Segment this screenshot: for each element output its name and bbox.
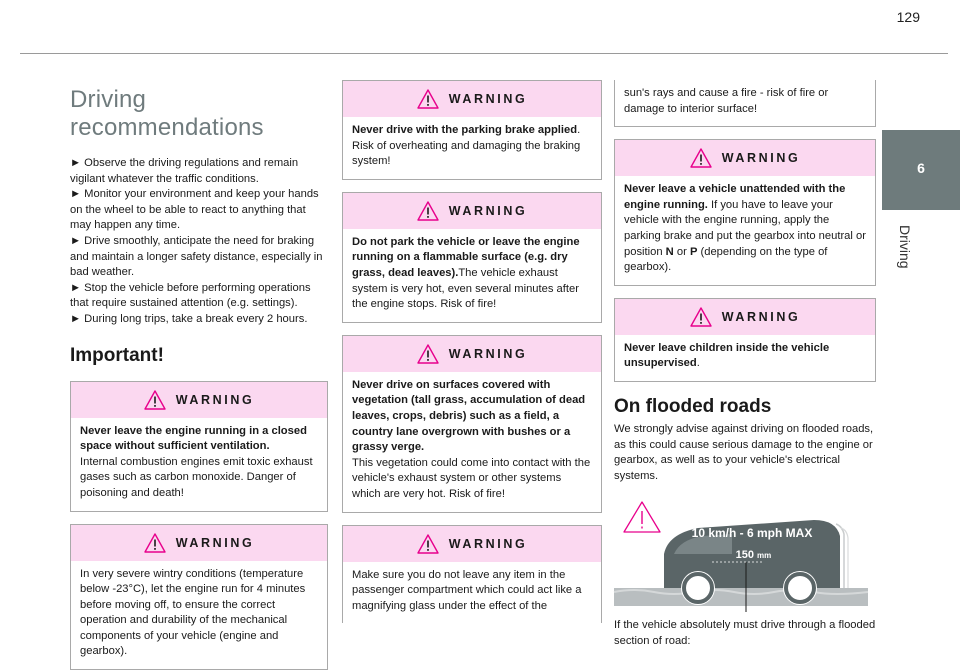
warning-triangle-icon xyxy=(690,148,712,168)
warning-title: WARNING xyxy=(176,536,255,550)
flood-text-2: If the vehicle absolutely must drive through a flooded section of road: xyxy=(614,618,876,649)
flooded-road-illustration xyxy=(614,492,868,612)
warning-text: If you have to leave your vehicle with the engine running, apply the parking brake and put the gearbox into neutral or position xyxy=(624,199,866,258)
warning-box xyxy=(342,80,602,180)
flood-heading: On flooded roads xyxy=(614,396,876,418)
column-3 xyxy=(614,80,876,650)
warning-triangle-icon xyxy=(690,307,712,327)
warning-triangle-icon xyxy=(417,89,439,109)
warning-header xyxy=(343,193,601,229)
warning-box xyxy=(70,524,328,670)
list-item: ► Drive smoothly, anticipate the need for braking and maintain a longer safety distance, especially in bad weather. xyxy=(70,234,328,281)
warning-box-continued xyxy=(614,80,876,127)
warning-text: The vehicle exhaust system is very hot, even several minutes after the engine stops. Risk of fire! xyxy=(352,267,579,310)
flood-text: We strongly advise against driving on flooded roads, as this could cause serious damage to the engine or gearbox, as well as to your vehicle's electrical systems. xyxy=(614,422,876,484)
warning-bold-text: Never drive with the parking brake applied xyxy=(352,124,577,136)
warning-text: sun's rays and cause a fire - risk of fire or damage to interior surface! xyxy=(624,86,866,117)
chapter-label xyxy=(893,225,913,305)
warning-text: . Risk of overheating and damaging the braking system! xyxy=(352,124,580,167)
warning-body xyxy=(71,561,327,670)
list-item: ► Observe the driving regulations and remain vigilant whatever the traffic conditions. xyxy=(70,156,328,187)
warning-triangle-icon xyxy=(144,390,166,410)
warning-bold-text: Never leave the engine running in a closed space without sufficient ventilation. xyxy=(80,425,307,453)
column-2 xyxy=(342,80,602,623)
warning-box xyxy=(342,192,602,323)
warning-bold-text: Do not park the vehicle or leave the engine running on a flammable surface (e.g. dry grass, dead leaves). xyxy=(352,236,580,279)
chapter-label-text: Driving xyxy=(897,225,913,269)
warning-triangle-icon xyxy=(144,533,166,553)
list-item: ► Monitor your environment and keep your hands on the wheel to be able to react to anything that may happen any time. xyxy=(70,187,328,234)
warning-text: Make sure you do not leave any item in the passenger compartment which could act like a magnifying glass under the effect of the xyxy=(352,568,592,615)
warning-title: WARNING xyxy=(449,537,528,551)
warning-triangle-icon xyxy=(417,534,439,554)
section-title: Driving recommendations xyxy=(70,86,328,142)
warning-box xyxy=(342,335,602,513)
warning-title: WARNING xyxy=(449,347,528,361)
warning-header xyxy=(615,140,875,176)
warning-text: Internal combustion engines emit toxic exhaust gases such as carbon monoxide. Danger of poisoning and death! xyxy=(80,455,318,502)
speed-limit-label: 10 km/h - 6 mph MAX xyxy=(692,526,813,540)
depth-unit: mm xyxy=(757,551,771,560)
gear-position-n: N xyxy=(666,246,674,258)
warning-box xyxy=(342,525,602,624)
warning-title: WARNING xyxy=(722,151,801,165)
warning-box xyxy=(614,298,876,382)
warning-text: This vegetation could come into contact with the vehicle's exhaust system or other systems which are very hot. Risk of fire! xyxy=(352,456,592,503)
warning-header xyxy=(343,81,601,117)
warning-header xyxy=(71,525,327,561)
warning-text: (depending on the type of gearbox). xyxy=(624,246,827,274)
gear-position-p: P xyxy=(690,246,697,258)
warning-body xyxy=(343,372,601,512)
warning-body xyxy=(343,229,601,322)
page-number: 129 xyxy=(860,9,920,25)
important-heading: Important! xyxy=(70,345,328,367)
warning-title: WARNING xyxy=(722,310,801,324)
warning-body xyxy=(343,562,601,624)
warning-body xyxy=(343,117,601,179)
warning-body xyxy=(615,176,875,285)
warning-header xyxy=(343,526,601,562)
list-item: ► During long trips, take a break every 2 hours. xyxy=(70,312,328,328)
recommendations-list xyxy=(70,156,328,328)
warning-body xyxy=(615,80,875,126)
warning-bold-text: Never leave children inside the vehicle unsupervised xyxy=(624,342,829,370)
warning-header xyxy=(615,299,875,335)
warning-header xyxy=(71,382,327,418)
warning-box xyxy=(70,381,328,512)
warning-text: In very severe wintry conditions (temperature below -23°C), let the engine run for 4 minutes before moving off, to ensure the correct operation and durability of the mechanical components of your vehicle (engine and gearbox). xyxy=(80,567,318,661)
warning-triangle-icon xyxy=(417,344,439,364)
warning-body xyxy=(615,335,875,381)
depth-value: 150 xyxy=(736,549,754,561)
warning-bold-text: Never drive on surfaces covered with vegetation (tall grass, accumulation of dead leaves, crops, debris) such as a field, a country lane overgrown with bushes or a grassy verge. xyxy=(352,378,592,456)
list-item: ► Stop the vehicle before performing operations that require sustained attention (e.g. settings). xyxy=(70,281,328,312)
warning-triangle-icon xyxy=(417,201,439,221)
warning-text: . xyxy=(697,357,700,369)
column-1 xyxy=(70,78,328,670)
warning-title: WARNING xyxy=(449,92,528,106)
warning-header xyxy=(343,336,601,372)
warning-title: WARNING xyxy=(176,393,255,407)
header-rule xyxy=(20,53,948,54)
warning-title: WARNING xyxy=(449,204,528,218)
warning-bold-text: Never leave a vehicle unattended with the engine running. xyxy=(624,183,845,211)
chapter-number: 6 xyxy=(882,160,960,176)
warning-text: or xyxy=(674,246,690,258)
warning-box xyxy=(614,139,876,286)
front-wheel xyxy=(681,571,715,605)
rear-wheel xyxy=(783,571,817,605)
warning-body xyxy=(71,418,327,511)
